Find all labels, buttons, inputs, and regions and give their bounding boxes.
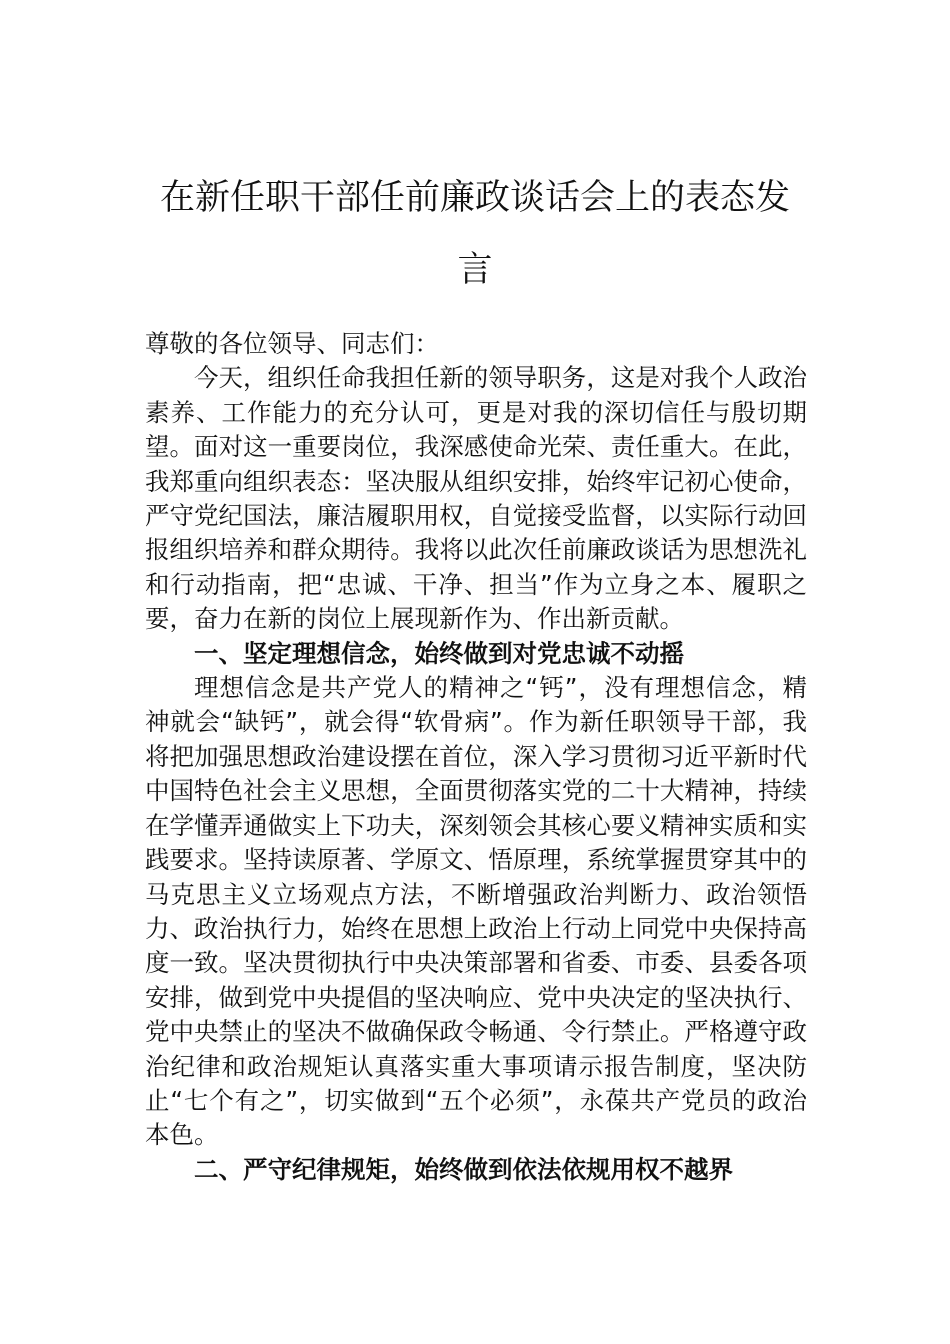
document-body	[145, 327, 807, 1187]
greeting: 尊敬的各位领导、同志们：	[145, 329, 439, 358]
section-heading-2: 二、严守纪律规矩，始终做到依法依规用权不越界	[194, 1154, 733, 1184]
document-title: 在新任职干部任前廉政谈话会上的表态发言	[159, 178, 790, 290]
paragraph-intro: 今天，组织任命我担任新的领导职务，这是对我个人政治素养、工作能力的充分认可，更是对我的深切信任与殷切期望。面对这一重要岗位，我深感使命光荣、责任重大。在此，我郑重向组织表态：坚决服从组织安排，始终牢记初心使命，严守党纪国法，廉洁履职用权，自觉接受监督，以实际行动回报组织培养和群众期待。我将以此次任前廉政谈话为思想洗礼和行动指南，把“忠诚、干净、担当”作为立身之本、履职之要，奋力在新的岗位上展现新作为、作出新贡献。	[145, 363, 807, 634]
section-heading-1: 一、坚定理想信念，始终做到对党忠诚不动摇	[194, 638, 684, 668]
paragraph-section-1: 理想信念是共产党人的精神之“钙”，没有理想信念，精神就会“缺钙”，就会得“软骨病”。作为新任职领导干部，我将把加强思想政治建设摆在首位，深入学习贯彻习近平新时代中国特色社会主义思想，全面贯彻落实党的二十大精神，持续在学懂弄通做实上下功夫，深刻领会其核心要义精神实质和实践要求。坚持读原著、学原文、悟原理，系统掌握贯穿其中的马克思主义立场观点方法，不断增强政治判断力、政治领悟力、政治执行力，始终在思想上政治上行动上同党中央保持高度一致。坚决贯彻执行中央决策部署和省委、市委、县委各项安排，做到党中央提倡的坚决响应、党中央决定的坚决执行、党中央禁止的坚决不做确保政令畅通、令行禁止。严格遵守政治纪律和政治规矩认真落实重大事项请示报告制度，坚决防止“七个有之”，切实做到“五个必须”，永葆共产党员的政治本色。	[145, 673, 807, 1150]
